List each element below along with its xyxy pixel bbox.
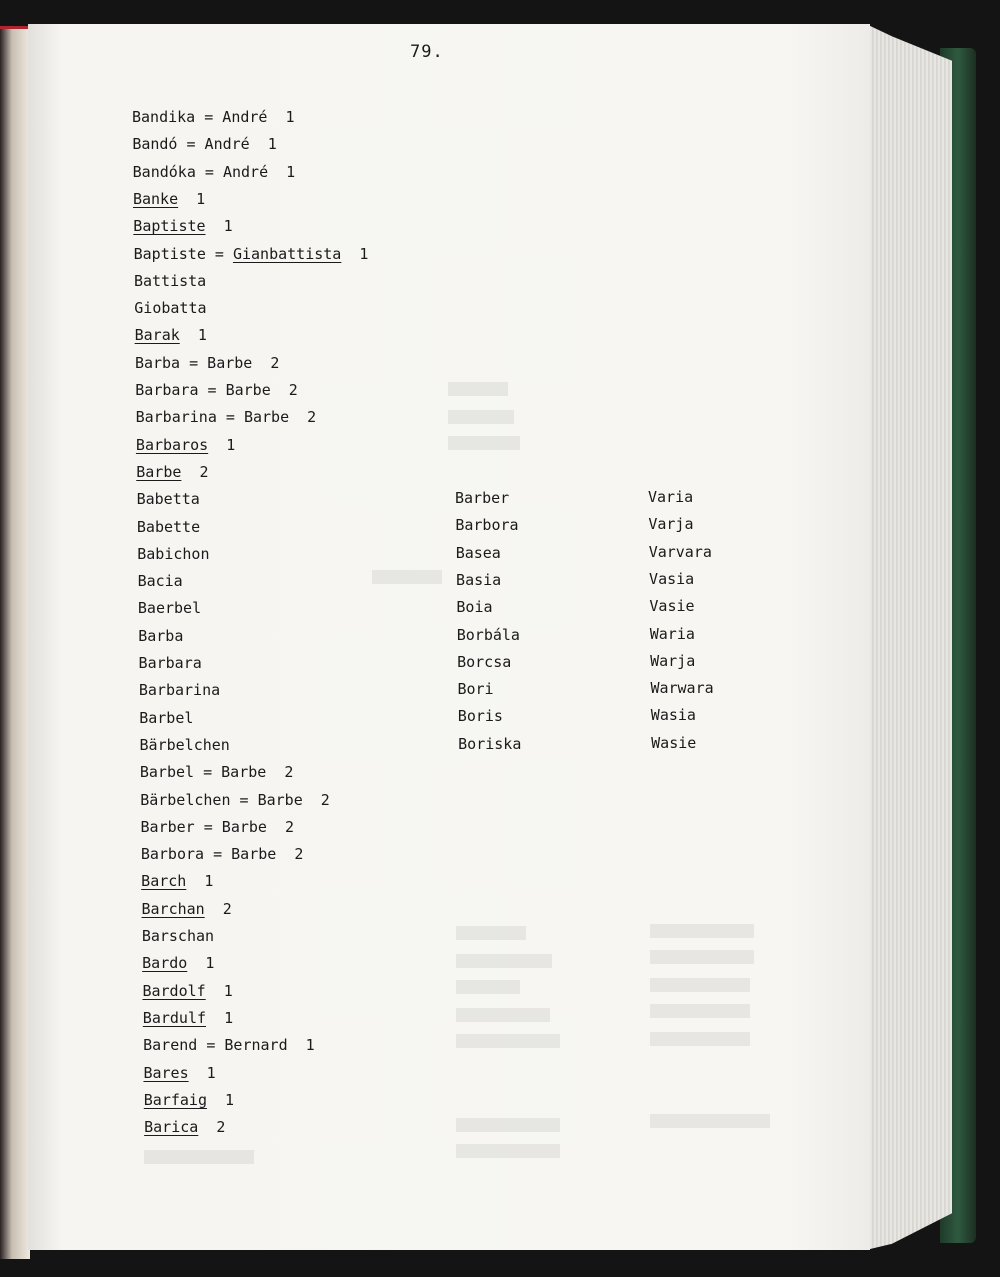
entry-detail: = Bernard 1 — [197, 1036, 315, 1055]
entry-detail: 1 — [179, 326, 207, 345]
name-entry — [144, 1091, 234, 1109]
entry-name: Barbora — [140, 845, 205, 864]
entry-name: Bares — [143, 1063, 189, 1082]
entry-detail: = André 1 — [177, 135, 277, 154]
variant-name: Basia — [456, 570, 502, 589]
entry-name: Barak — [134, 326, 180, 345]
name-entry — [140, 763, 294, 781]
name-entry — [142, 900, 232, 918]
name-entry — [139, 681, 220, 699]
entry-name: Bandika — [132, 108, 196, 126]
name-entry — [139, 654, 202, 672]
variant-name: Boris — [457, 707, 503, 726]
entry-name: Battista — [133, 271, 207, 290]
entry-name: Barbe — [136, 462, 182, 481]
entry-detail: = André 1 — [195, 162, 296, 181]
entry-name: Babichon — [137, 544, 210, 563]
entry-detail: 1 — [187, 954, 215, 973]
variant-name: Vasie — [649, 597, 695, 616]
name-entry — [138, 627, 183, 645]
entry-name: Bandóka — [132, 162, 196, 181]
page-stack — [866, 24, 952, 1250]
entry-detail: 1 — [188, 1063, 216, 1082]
entry-name: Barba — [138, 626, 184, 645]
variant-name: Varia — [648, 488, 694, 506]
name-entry — [142, 982, 232, 1000]
entry-equivalent: Gianbattista — [232, 244, 342, 263]
name-entry — [132, 135, 277, 153]
name-entry — [135, 326, 207, 344]
entry-name: Barber — [140, 817, 195, 836]
entry-detail: 1 — [205, 217, 233, 236]
entry-name: Barbarina — [135, 408, 217, 427]
name-entry — [143, 1064, 215, 1082]
entry-name: Baptiste = — [133, 244, 233, 263]
variant-name: Vasia — [649, 569, 695, 588]
entry-name: Baerbel — [137, 599, 202, 618]
name-entry — [140, 736, 230, 754]
entry-name: Bardo — [142, 954, 188, 973]
entry-name: Barbarina — [138, 681, 221, 700]
book-left-edge — [0, 26, 30, 1259]
entry-name: Babetta — [136, 490, 200, 509]
variant-name: Warwara — [650, 679, 714, 698]
name-entry — [133, 163, 296, 181]
name-entry — [138, 599, 201, 617]
name-entry — [137, 490, 200, 508]
variant-name: Basea — [455, 543, 501, 562]
entry-detail: 2 — [204, 899, 232, 918]
entry-name: Barchan — [141, 899, 205, 918]
name-entry — [133, 217, 232, 235]
entry-name: Bandó — [132, 135, 178, 154]
book-page — [28, 24, 870, 1250]
entry-detail: = Barbe 2 — [194, 763, 294, 782]
entry-name: Baptiste — [133, 217, 206, 236]
name-entry — [134, 245, 369, 263]
variant-name: Bori — [457, 680, 494, 699]
entry-name: Bardulf — [142, 1008, 207, 1027]
variant-name: Boriska — [458, 734, 522, 753]
entry-name: Banke — [132, 189, 179, 208]
variant-name: Varja — [648, 515, 694, 534]
name-entry — [143, 1009, 233, 1027]
name-entry — [142, 927, 214, 945]
page-number: 79. — [410, 42, 444, 62]
variant-name: Barbora — [455, 516, 519, 535]
entry-count: 1 — [341, 244, 369, 263]
name-entry — [137, 545, 209, 563]
entry-name: Barend — [143, 1036, 198, 1055]
variant-name: Boia — [456, 598, 493, 617]
entry-detail: 1 — [208, 435, 236, 454]
entry-name: Bärbelchen — [139, 735, 230, 754]
name-entry — [136, 408, 317, 426]
variant-name: Barber — [455, 489, 510, 507]
variant-name: Wasia — [650, 706, 696, 725]
name-entry — [136, 463, 208, 481]
entry-detail: 1 — [178, 189, 206, 208]
name-entry — [134, 299, 206, 317]
name-entry — [142, 954, 214, 972]
name-entry — [134, 272, 206, 290]
entry-name: Barfaig — [143, 1090, 207, 1109]
entry-name: Barbel — [139, 708, 194, 727]
entry-name: Barschan — [141, 927, 215, 945]
entry-detail: = Barbe 2 — [180, 353, 280, 372]
variant-name: Wasie — [651, 733, 697, 752]
name-entry — [141, 845, 304, 863]
entry-name: Bärbelchen — [140, 790, 231, 809]
entry-detail: = Barbe 2 — [204, 845, 304, 864]
entry-name: Barba — [134, 353, 181, 372]
name-entry — [138, 572, 183, 590]
entry-detail: = Barbe 2 — [198, 381, 298, 399]
entry-name: Barbara — [135, 381, 199, 399]
entry-name: Barch — [141, 872, 187, 891]
name-entry — [135, 381, 298, 399]
entry-detail: 1 — [186, 872, 214, 891]
entry-detail: 2 — [198, 1118, 226, 1137]
name-entry — [137, 518, 200, 536]
entry-name: Bacia — [137, 572, 183, 591]
entry-name: Barbel — [139, 763, 195, 782]
name-entry — [144, 1118, 225, 1136]
name-entry — [135, 354, 280, 372]
entry-name: Giobatta — [134, 299, 207, 318]
variant-name: Varvara — [648, 542, 712, 561]
entry-detail: = Barbe 2 — [216, 408, 317, 427]
variant-name: Warja — [650, 651, 696, 670]
entry-detail: 1 — [205, 981, 233, 1000]
name-entry — [143, 1036, 315, 1054]
entry-detail: 1 — [206, 1008, 234, 1027]
entry-name: Babette — [136, 517, 201, 536]
variant-name: Borbála — [456, 625, 520, 644]
entry-detail: 2 — [181, 462, 209, 481]
name-entry — [141, 872, 213, 890]
name-entry — [136, 436, 235, 454]
variant-name: Waria — [649, 624, 695, 643]
entry-detail: = Barbe 2 — [230, 790, 330, 809]
entry-detail: 1 — [207, 1090, 235, 1109]
entry-detail: = André 1 — [195, 108, 295, 126]
entry-name: Barica — [144, 1118, 199, 1137]
variant-name: Borcsa — [457, 652, 512, 671]
entry-name: Bardolf — [142, 981, 206, 1000]
name-entry — [140, 791, 330, 809]
name-entry — [139, 709, 193, 727]
entry-name: Barbaros — [135, 435, 209, 454]
entry-name: Barbara — [138, 654, 202, 672]
entry-detail: = Barbe 2 — [194, 817, 295, 836]
name-entry — [132, 108, 295, 126]
name-entry — [133, 190, 205, 208]
name-entry — [141, 818, 295, 836]
